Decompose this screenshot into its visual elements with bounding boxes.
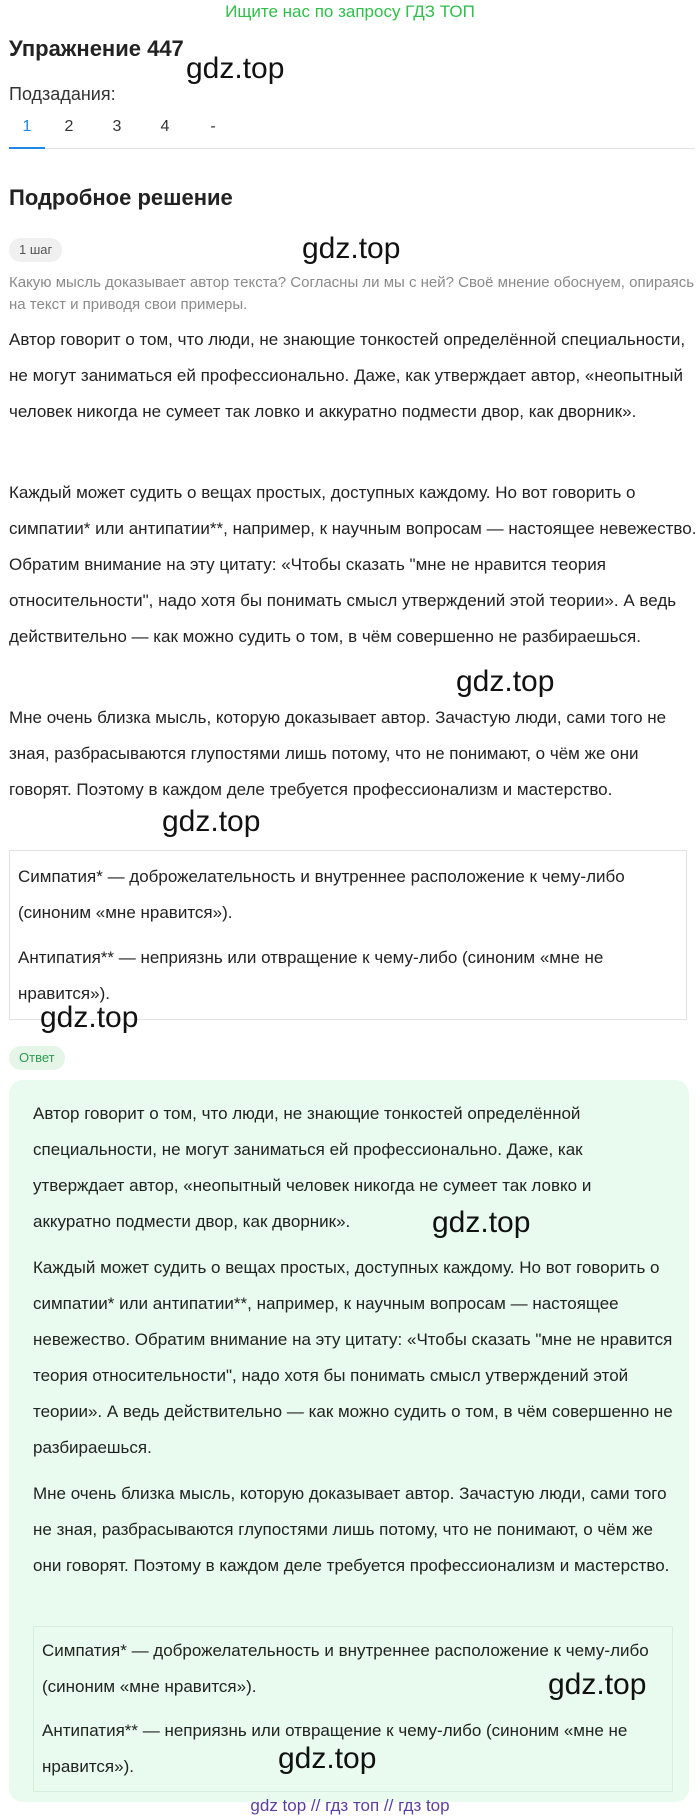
answer-paragraph-3: Мне очень близка мысль, которую доказывает автор. Зачастую люди, сами того не зная, разбрасываются глупостями лишь потому, что не понимают, о чём же они говорят. Поэтому в каждом деле требуется профессионализм и мастерство. [33,1484,670,1575]
top-banner[interactable]: Ищите нас по запросу ГДЗ ТОП [225,2,475,21]
subtasks-label: Подзадания: [9,84,116,104]
answer-footnote-sympathy: Симпатия* — доброжелательность и внутреннее расположение к чему-либо (синоним «мне нравится»). [42,1641,649,1696]
solution-paragraph-1: Автор говорит о том, что люди, не знающие тонкостей определённой специальности, не могут заниматься ей профессионально. Даже, как утверждает автор, «неопытный человек никогда не сумеет так ловко и аккуратно подмести двор, как дворник». [9,330,686,421]
subtask-tabs [9,114,695,149]
footnote-antipathy: Антипатия** — неприязнь или отвращение к чему-либо (синоним «мне не нравится»). [18,948,604,1003]
solution-paragraph-3: Мне очень близка мысль, которую доказывает автор. Зачастую люди, сами того не зная, разбрасываются глупостями лишь потому, что не понимают, о чём же они говорят. Поэтому в каждом деле требуется профессионализм и мастерство. [9,708,667,799]
solution-title: Подробное решение [9,185,233,210]
answer-paragraph-1: Автор говорит о том, что люди, не знающие тонкостей определённой специальности, не могут заниматься ей профессионально. Даже, как утверждает автор, «неопытный человек никогда не сумеет так ловко и аккуратно подмести двор, как дворник». [33,1104,592,1231]
footer-links[interactable]: gdz top // гдз топ // гдз top [250,1796,450,1815]
exercise-title: Упражнение 447 [9,36,184,61]
solution-paragraph-2: Каждый может судить о вещах простых, доступных каждому. Но вот говорить о симпатии* или антипатии**, например, к научным вопросам — настоящее невежество. Обратим внимание на эту цитату: «Чтобы сказать "мне не нравится теория относительности", надо хотя бы понимать смысл утверждений этой теории». А ведь действительно — как можно судить о том, в чём совершенно не разбираешься. [9,483,697,646]
footnote-sympathy: Симпатия* — доброжелательность и внутреннее расположение к чему-либо (синоним «мне нравится»). [18,867,625,922]
answer-footnote-antipathy: Антипатия** — неприязнь или отвращение к чему-либо (синоним «мне не нравится»). [42,1721,628,1776]
watermark: gdz.top [548,1668,647,1701]
watermark: gdz.top [162,805,261,838]
watermark: gdz.top [278,1742,377,1775]
tab-2[interactable]: 2 [64,118,74,135]
tab-1[interactable]: 1 [22,118,32,135]
tab-4[interactable]: 4 [160,118,170,135]
tab-3[interactable]: 3 [112,118,122,135]
answer-badge: Ответ [9,1046,65,1070]
watermark: gdz.top [456,665,555,698]
watermark: gdz.top [302,232,401,265]
tab-more[interactable]: - [210,118,216,135]
step-badge: 1 шаг [9,238,62,262]
active-tab-indicator [9,147,45,149]
question-text: Какую мысль доказывает автор текста? Согласны ли мы с ней? Своё мнение обоснуем, опираясь на текст и приводя свои примеры. [9,274,695,313]
watermark: gdz.top [40,1001,139,1034]
footnote-box [9,850,687,1020]
watermark: gdz.top [186,52,285,85]
answer-paragraph-2: Каждый может судить о вещах простых, доступных каждому. Но вот говорить о симпатии* или антипатии**, например, к научным вопросам — настоящее невежество. Обратим внимание на эту цитату: «Чтобы сказать "мне не нравится теория относительности", надо хотя бы понимать смысл утверждений этой теории». А ведь действительно — как можно судить о том, в чём совершенно не разбираешься. [33,1258,673,1457]
watermark: gdz.top [432,1206,531,1239]
